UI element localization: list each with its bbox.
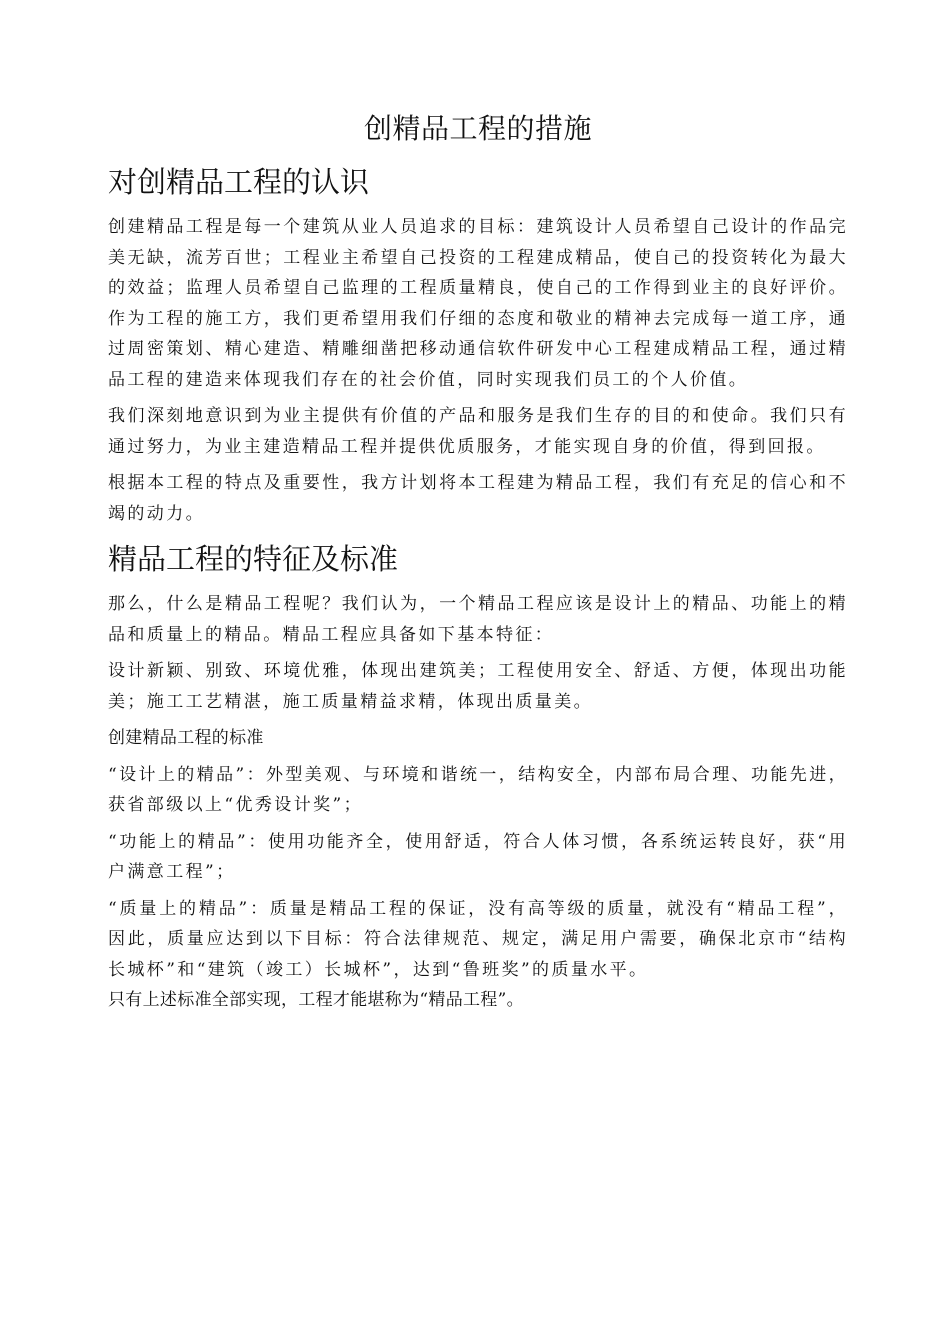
paragraph: “设计上的精品”：外型美观、与环境和谐统一，结构安全，内部布局合理、功能先进，获省部级以上“优秀设计奖”； xyxy=(108,764,848,815)
paragraph: 我们深刻地意识到为业主提供有价值的产品和服务是我们生存的目的和使命。我们只有通过努力，为业主建造精品工程并提供优质服务，才能实现自身的价值，得到回报。 xyxy=(108,406,848,457)
paragraph: 那么，什么是精品工程呢？我们认为，一个精品工程应该是设计上的精品、功能上的精品和质量上的精品。精品工程应具备如下基本特征： xyxy=(108,594,848,645)
paragraph: 根据本工程的特点及重要性，我方计划将本工程建为精品工程，我们有充足的信心和不竭的动力。 xyxy=(108,473,848,524)
section-heading-understanding: 对创精品工程的认识 xyxy=(108,165,370,199)
paragraph: 只有上述标准全部实现，工程才能堪称为“精品工程”。 xyxy=(108,990,524,1010)
paragraph: 创建精品工程是每一个建筑从业人员追求的目标：建筑设计人员希望自己设计的作品完美无缺，流芳百世；工程业主希望自己投资的工程建成精品，使自己的投资转化为最大的效益；监理人员希望自己监理的工程质量精良，使自己的工作得到业主的良好评价。作为工程的施工方，我们更希望用我们仔细的态度和敬业的精神去完成每一道工序，通过周密策划、精心建造、精雕细凿把移动通信软件研发中心工程建成精品工程，通过精品工程的建造来体现我们存在的社会价值，同时实现我们员工的个人价值。 xyxy=(108,217,848,390)
paragraph-subheading: 创建精品工程的标准 xyxy=(108,728,264,748)
paragraph: 设计新颖、别致、环境优雅，体现出建筑美；工程使用安全、舒适、方便，体现出功能美；施工工艺精湛，施工质量精益求精，体现出质量美。 xyxy=(108,661,848,712)
paragraph: “质量上的精品”：质量是精品工程的保证，没有高等级的质量，就没有“精品工程”，因此，质量应达到以下目标：符合法律规范、规定，满足用户需要，确保北京市“结构长城杯”和“建筑（竣工）长城杯”，达到“鲁班奖”的质量水平。 xyxy=(108,898,848,980)
document-title: 创精品工程的措施 xyxy=(363,112,592,145)
section-heading-features-standards: 精品工程的特征及标准 xyxy=(108,542,399,576)
document-page xyxy=(108,104,848,1022)
paragraph: “功能上的精品”：使用功能齐全，使用舒适，符合人体习惯，各系统运转良好，获“用户满意工程”； xyxy=(108,831,848,882)
